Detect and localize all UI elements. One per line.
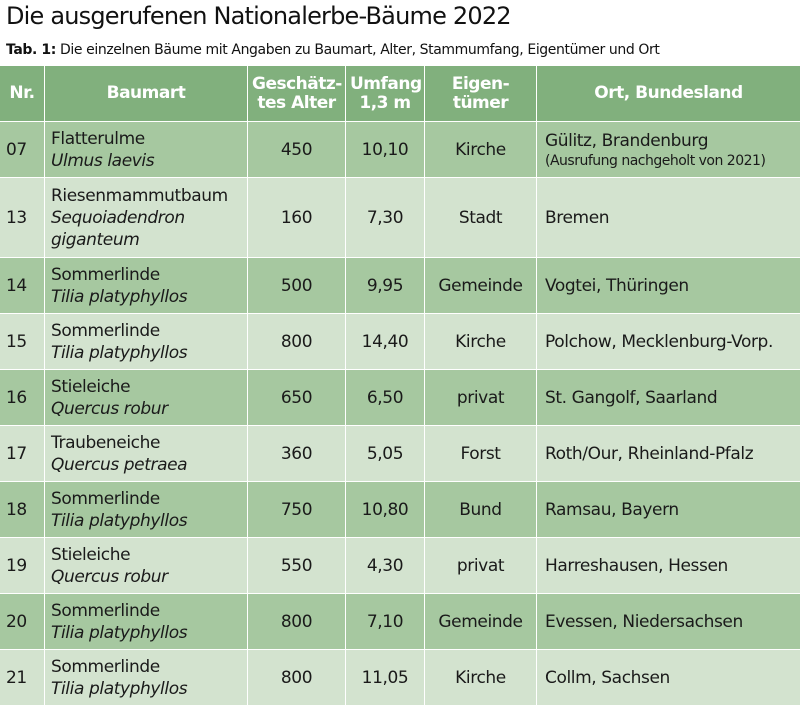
cell-eigentuemer: Kirche — [424, 314, 536, 370]
caption-text: Die einzelnen Bäume mit Angaben zu Baumart, Alter, Stammumfang, Eigentümer und Ort — [60, 42, 660, 58]
header-umfang — [345, 66, 424, 122]
cell-baumart — [44, 122, 247, 178]
cell-alter: 800 — [247, 314, 345, 370]
location-note: (Ausrufung nachgeholt von 2021) — [545, 152, 766, 169]
cell-alter: 450 — [247, 122, 345, 178]
cell-eigentuemer: Gemeinde — [424, 594, 536, 650]
cell-baumart — [44, 594, 247, 650]
header-ort: Ort, Bundesland — [536, 66, 800, 122]
tree-latin-name: Tilia platyphyllos — [51, 622, 188, 643]
cell-baumart — [44, 178, 247, 258]
tree-common-name: Stieleiche — [51, 376, 131, 397]
location-text: Ramsau, Bayern — [545, 499, 679, 520]
cell-nr: 18 — [0, 482, 44, 538]
location-text: Gülitz, Brandenburg — [545, 130, 709, 151]
cell-alter: 360 — [247, 426, 345, 482]
cell-nr: 07 — [0, 122, 44, 178]
table-caption — [6, 42, 659, 58]
cell-umfang: 6,50 — [345, 370, 424, 426]
table-row — [0, 650, 800, 706]
cell-alter: 650 — [247, 370, 345, 426]
cell-nr: 21 — [0, 650, 44, 706]
cell-umfang: 7,30 — [345, 178, 424, 258]
header-umfang-line-1: Umfang — [350, 73, 422, 94]
cell-nr: 16 — [0, 370, 44, 426]
cell-ort — [536, 122, 800, 178]
table-row — [0, 538, 800, 594]
cell-ort — [536, 370, 800, 426]
cell-nr: 15 — [0, 314, 44, 370]
cell-ort — [536, 178, 800, 258]
tree-common-name: Sommerlinde — [51, 656, 160, 677]
tree-latin-name: Quercus robur — [51, 566, 168, 587]
header-baumart: Baumart — [44, 66, 247, 122]
page-title: Die ausgerufenen Nationalerbe-Bäume 2022 — [6, 2, 511, 30]
cell-baumart — [44, 650, 247, 706]
tree-common-name: Sommerlinde — [51, 488, 160, 509]
cell-umfang: 10,80 — [345, 482, 424, 538]
tree-latin-name: Quercus petraea — [51, 454, 188, 475]
header-row — [0, 66, 800, 122]
cell-alter: 750 — [247, 482, 345, 538]
cell-ort — [536, 650, 800, 706]
tree-latin-name: Ulmus laevis — [51, 150, 155, 171]
tree-latin-name: Tilia platyphyllos — [51, 510, 188, 531]
cell-baumart — [44, 314, 247, 370]
cell-nr: 17 — [0, 426, 44, 482]
cell-baumart — [44, 258, 247, 314]
tree-latin-name: Quercus robur — [51, 398, 168, 419]
cell-umfang: 9,95 — [345, 258, 424, 314]
header-alter-line-1: Geschätz- — [252, 73, 342, 94]
table-row — [0, 258, 800, 314]
tree-latin-name: Tilia platyphyllos — [51, 678, 188, 699]
table-row — [0, 426, 800, 482]
cell-umfang: 7,10 — [345, 594, 424, 650]
cell-baumart — [44, 482, 247, 538]
cell-umfang: 4,30 — [345, 538, 424, 594]
cell-alter: 550 — [247, 538, 345, 594]
header-nr: Nr. — [0, 66, 44, 122]
location-text: Roth/Our, Rheinland-Pfalz — [545, 443, 754, 464]
tree-common-name: Sommerlinde — [51, 600, 160, 621]
cell-nr: 14 — [0, 258, 44, 314]
table-row — [0, 122, 800, 178]
location-text: St. Gangolf, Saarland — [545, 387, 718, 408]
header-eigentuemer-line-1: Eigen- — [451, 73, 510, 94]
cell-ort — [536, 258, 800, 314]
cell-alter: 800 — [247, 650, 345, 706]
location-text: Evessen, Niedersachsen — [545, 611, 743, 632]
cell-baumart — [44, 370, 247, 426]
cell-umfang: 5,05 — [345, 426, 424, 482]
cell-nr: 19 — [0, 538, 44, 594]
cell-eigentuemer: Stadt — [424, 178, 536, 258]
tree-common-name: Stieleiche — [51, 544, 131, 565]
tree-latin-name-cont: giganteum — [51, 229, 140, 250]
cell-eigentuemer: Forst — [424, 426, 536, 482]
header-eigentuemer — [424, 66, 536, 122]
cell-ort — [536, 314, 800, 370]
cell-eigentuemer: Gemeinde — [424, 258, 536, 314]
location-text: Polchow, Mecklenburg-Vorp. — [545, 331, 773, 352]
tree-common-name: Riesenmammutbaum — [51, 185, 228, 206]
table-body — [0, 122, 800, 706]
cell-eigentuemer: Kirche — [424, 122, 536, 178]
cell-eigentuemer: Kirche — [424, 650, 536, 706]
header-alter-line-2: tes Alter — [257, 92, 336, 113]
location-text: Harreshausen, Hessen — [545, 555, 728, 576]
cell-alter: 500 — [247, 258, 345, 314]
cell-alter: 800 — [247, 594, 345, 650]
table-row — [0, 314, 800, 370]
location-text: Bremen — [545, 207, 610, 228]
cell-ort — [536, 426, 800, 482]
cell-alter: 160 — [247, 178, 345, 258]
table-row — [0, 482, 800, 538]
cell-eigentuemer: privat — [424, 370, 536, 426]
cell-ort — [536, 482, 800, 538]
tree-common-name: Sommerlinde — [51, 264, 160, 285]
tree-common-name: Flatterulme — [51, 128, 145, 149]
cell-eigentuemer: Bund — [424, 482, 536, 538]
location-text: Collm, Sachsen — [545, 667, 670, 688]
header-alter — [247, 66, 345, 122]
cell-nr: 13 — [0, 178, 44, 258]
cell-eigentuemer: privat — [424, 538, 536, 594]
cell-ort — [536, 538, 800, 594]
cell-umfang: 14,40 — [345, 314, 424, 370]
table-header — [0, 66, 800, 122]
cell-baumart — [44, 426, 247, 482]
trees-table — [0, 66, 800, 706]
tree-latin-name: Tilia platyphyllos — [51, 286, 188, 307]
tree-latin-name: Tilia platyphyllos — [51, 342, 188, 363]
table-row — [0, 594, 800, 650]
table-row — [0, 370, 800, 426]
cell-umfang: 10,10 — [345, 122, 424, 178]
caption-label: Tab. 1: — [6, 42, 56, 58]
table-row — [0, 178, 800, 258]
tree-common-name: Traubeneiche — [51, 432, 161, 453]
cell-baumart — [44, 538, 247, 594]
location-text: Vogtei, Thüringen — [545, 275, 689, 296]
header-umfang-line-2: 1,3 m — [359, 92, 411, 113]
header-eigentuemer-line-2: tümer — [452, 92, 509, 113]
cell-nr: 20 — [0, 594, 44, 650]
tree-common-name: Sommerlinde — [51, 320, 160, 341]
cell-umfang: 11,05 — [345, 650, 424, 706]
cell-ort — [536, 594, 800, 650]
tree-latin-name: Sequoiadendron — [51, 207, 185, 228]
